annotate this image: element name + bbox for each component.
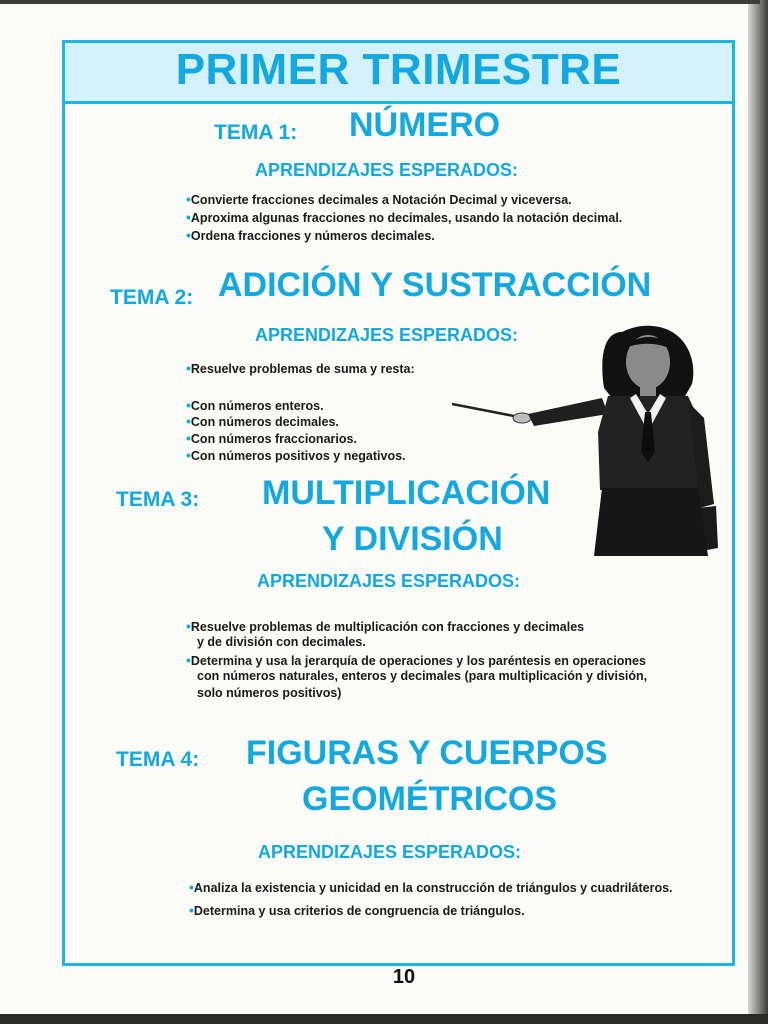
- teacher-with-pointer-illustration: [452, 322, 722, 560]
- tema-4-bullet-1: •Analiza la existencia y unicidad en la construcción de triángulos y cuadriláteros.: [189, 879, 673, 895]
- tema-1-name: NÚMERO: [349, 106, 501, 144]
- bullet-dot: •: [186, 430, 191, 446]
- tema-2-bullet-1: •Resuelve problemas de suma y resta:: [186, 360, 415, 376]
- pointing-arm: [528, 398, 608, 426]
- tema-4-aprendizajes-heading: APRENDIZAJES ESPERADOS:: [258, 842, 522, 862]
- bullet-dot: •: [186, 618, 191, 634]
- bullet-dot: •: [186, 191, 191, 207]
- page-title: PRIMER TRIMESTRE: [175, 45, 622, 94]
- tema-1-bullet-2: •Aproxima algunas fracciones no decimales, usando la notación decimal.: [186, 209, 623, 225]
- tema-3-bullet-2-continuation-2: solo números positivos): [197, 686, 342, 700]
- tema-3-name-line-1: MULTIPLICACIÓN: [262, 474, 551, 512]
- tema-3-aprendizajes-heading: APRENDIZAJES ESPERADOS:: [257, 571, 521, 591]
- tema-4-label: TEMA 4:: [116, 748, 200, 771]
- bullet-dot: •: [189, 902, 194, 918]
- tema-2-aprendizajes-heading: APRENDIZAJES ESPERADOS:: [255, 325, 519, 345]
- tema-3-bullet-2-continuation-1: con números naturales, enteros y decimales (para multiplicación y división,: [197, 669, 648, 683]
- tema-1-label: TEMA 1:: [214, 121, 298, 144]
- tema-2-bullet-5: •Con números positivos y negativos.: [186, 447, 406, 463]
- tema-4-name-line-1: FIGURAS Y CUERPOS: [246, 734, 608, 772]
- tema-3-label: TEMA 3:: [116, 488, 200, 511]
- bullet-dot: •: [186, 652, 191, 668]
- scan-bottom-edge: [0, 1014, 768, 1024]
- tema-3-bullet-2: •Determina y usa la jerarquía de operaciones y los paréntesis en operaciones: [186, 652, 646, 668]
- bullet-dot: •: [186, 397, 191, 413]
- tema-2-label: TEMA 2:: [110, 286, 194, 309]
- tema-4-name-line-2: GEOMÉTRICOS: [302, 780, 558, 818]
- tema-3-bullet-1: •Resuelve problemas de multiplicación con fracciones y decimales: [186, 618, 585, 634]
- tema-3-bullet-1-continuation: y de división con decimales.: [197, 635, 366, 649]
- title-band: [65, 43, 732, 104]
- tema-4-bullet-2: •Determina y usa criterios de congruencia de triángulos.: [189, 902, 525, 918]
- tema-1-bullet-1: •Convierte fracciones decimales a Notación Decimal y viceversa.: [186, 191, 572, 207]
- bullet-dot: •: [186, 360, 191, 376]
- bullet-dot: •: [189, 879, 194, 895]
- tema-2-bullet-2: •Con números enteros.: [186, 397, 324, 413]
- scan-top-edge: [0, 0, 760, 4]
- tema-1-bullet-3: •Ordena fracciones y números decimales.: [186, 227, 435, 243]
- tema-2-bullet-3: •Con números decimales.: [186, 413, 339, 429]
- tema-1-aprendizajes-heading: APRENDIZAJES ESPERADOS:: [255, 160, 519, 180]
- bullet-dot: •: [186, 447, 191, 463]
- tema-2-name: ADICIÓN Y SUSTRACCIÓN: [218, 266, 652, 304]
- page-number: 10: [392, 966, 416, 988]
- bullet-dot: •: [186, 413, 191, 429]
- tema-3-name-line-2: Y DIVISIÓN: [322, 520, 503, 558]
- page-edge-shadow: [748, 0, 768, 1024]
- bullet-dot: •: [186, 209, 191, 225]
- tema-2-bullet-4: •Con números fraccionarios.: [186, 430, 357, 446]
- skirt: [594, 488, 708, 556]
- bullet-dot: •: [186, 227, 191, 243]
